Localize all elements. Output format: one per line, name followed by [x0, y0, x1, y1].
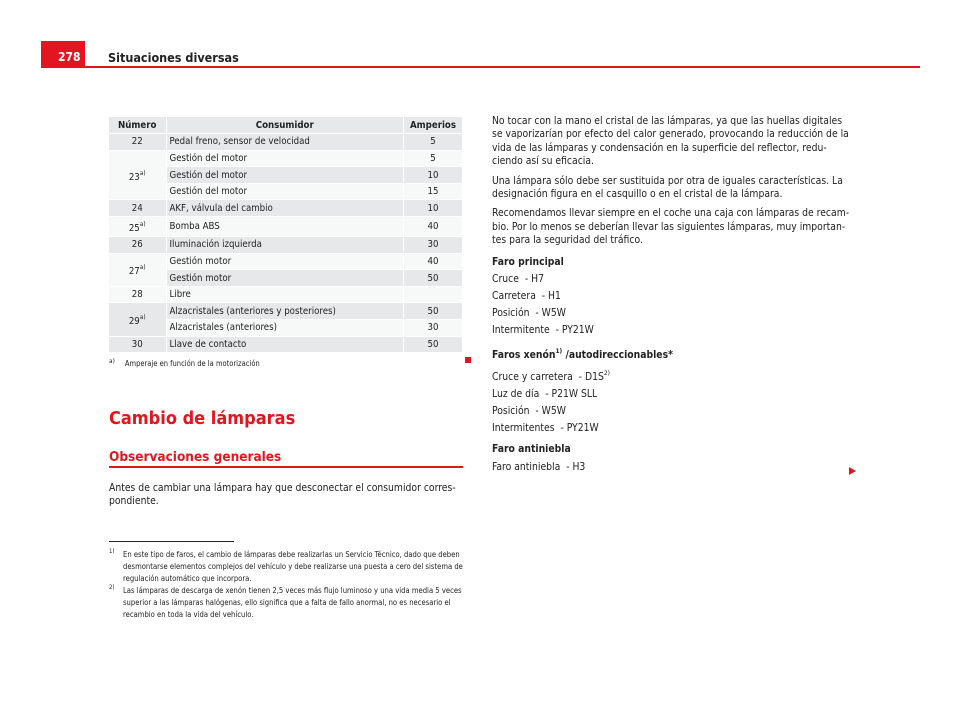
lamp-item-text: Posición - W5W	[492, 404, 566, 417]
footnote-ref: a)	[139, 168, 146, 177]
lamp-item-text: Faro antiniebla - H3	[492, 460, 586, 473]
cell-consumidor: Llave de contacto	[166, 336, 404, 353]
footnote-rule	[109, 541, 234, 542]
fuse-number: 30	[131, 338, 143, 350]
lamp-item	[492, 461, 852, 474]
lamp-group-title	[492, 256, 852, 269]
group-title-text: Faro principal	[492, 255, 564, 268]
footnote-mark: 2)	[109, 584, 115, 591]
table-footnote	[109, 357, 260, 368]
cell-numero	[109, 237, 166, 254]
cell-amperios: 50	[404, 336, 463, 353]
group-title-text: Faro antiniebla	[492, 443, 571, 456]
section-title: Cambio de lámparas	[109, 408, 296, 429]
table-row	[109, 217, 463, 237]
cell-consumidor: AKF, válvula del cambio	[166, 200, 404, 217]
cell-consumidor: Pedal freno, sensor de velocidad	[166, 134, 404, 151]
cell-amperios: 50	[404, 303, 463, 320]
cell-numero	[109, 200, 166, 217]
right-column	[492, 115, 852, 478]
cell-numero	[109, 150, 166, 200]
lamp-item-text: Intermitente - PY21W	[492, 324, 594, 337]
fuse-number: 24	[131, 202, 143, 214]
lamp-item	[492, 324, 852, 337]
lamp-item	[492, 273, 852, 286]
header-rule	[41, 66, 920, 68]
cell-amperios: 50	[404, 270, 463, 287]
cell-numero	[109, 336, 166, 353]
footnote-ref: a)	[139, 220, 146, 229]
footnote-mark: a)	[109, 357, 115, 365]
table-row	[109, 253, 463, 270]
cell-consumidor: Iluminación izquierda	[166, 237, 404, 254]
lamp-item	[492, 367, 852, 384]
cell-numero	[109, 134, 166, 151]
page-title: Situaciones diversas	[108, 50, 239, 65]
paragraph: Una lámpara sólo debe ser sustituida por otra de iguales características. La designación figura en el casquillo o en el cristal de la lámpara.	[492, 174, 843, 201]
footnote-ref: 1)	[555, 347, 563, 356]
col-header-amperios: Amperios	[404, 117, 463, 134]
cell-amperios: 10	[404, 167, 463, 184]
col-header-consumidor: Consumidor	[166, 117, 404, 134]
lamp-item	[492, 422, 852, 435]
cell-numero	[109, 253, 166, 286]
table-row	[109, 200, 463, 217]
fuse-number: 22	[131, 136, 143, 148]
cell-amperios: 30	[404, 237, 463, 254]
table-row	[109, 303, 463, 320]
cell-consumidor: Alzacristales (anteriores y posteriores)	[166, 303, 404, 320]
footnote-2	[109, 585, 464, 620]
cell-amperios: 30	[404, 320, 463, 337]
fuse-number: 29	[128, 316, 140, 328]
group-title-rest: /autodireccionables*	[562, 349, 673, 362]
end-marker-icon	[465, 357, 471, 363]
cell-amperios: 5	[404, 134, 463, 151]
footnote-1	[109, 549, 464, 584]
footnote-text: Las lámparas de descarga de xenón tienen 2,5 veces más flujo luminoso y una vida media 5 veces superior a las lámparas halógenas, ello significa que a falta de fallo anormal, no es necesario el recambio en toda la vida del vehículo.	[123, 586, 462, 619]
page-number: 278	[41, 41, 85, 68]
fuse-number: 28	[131, 289, 143, 301]
intro-paragraph: Antes de cambiar una lámpara hay que desconectar el consumidor correspondiente.	[109, 482, 456, 508]
table-row	[109, 150, 463, 167]
col-header-numero: Número	[109, 117, 166, 134]
cell-amperios: 15	[404, 183, 463, 200]
lamp-item-text: Luz de día - P21W SLL	[492, 387, 598, 400]
lamp-group-title	[492, 345, 852, 362]
footnote-ref: 2)	[603, 368, 610, 377]
lamp-item	[492, 405, 852, 418]
cell-consumidor: Gestión motor	[166, 270, 404, 287]
fuse-number: 23	[128, 171, 140, 183]
lamp-item-text: Intermitentes - PY21W	[492, 421, 599, 434]
table-row	[109, 237, 463, 254]
footnote-text: En este tipo de faros, el cambio de lámparas debe realizarlas un Servicio Técnico, dado que deben desmontarse elementos complejos del vehículo y debe realizarse una puesta a cero del sistema de regulación automático que incorpora.	[123, 550, 463, 583]
paragraph: Recomendamos llevar siempre en el coche una caja con lámparas de recambio. Por lo menos se deberían llevar las siguientes lámparas, muy importantes para la seguridad del tráfico.	[492, 207, 850, 247]
footnote-ref: a)	[139, 313, 146, 322]
footnote-ref: a)	[139, 263, 146, 272]
lamp-item-text: Carretera - H1	[492, 290, 561, 303]
cell-numero	[109, 303, 166, 336]
cell-numero	[109, 217, 166, 237]
group-title-text: Faros xenón	[492, 349, 556, 362]
cell-amperios	[404, 286, 463, 303]
cell-amperios: 10	[404, 200, 463, 217]
fuse-number: 26	[131, 239, 143, 251]
lamp-item	[492, 290, 852, 303]
lamp-item-text: Cruce - H7	[492, 273, 544, 286]
fuse-number: 25	[128, 223, 140, 235]
fuse-table	[109, 117, 463, 353]
lamp-item-text: Cruce y carretera - D1S	[492, 370, 604, 383]
cell-consumidor: Bomba ABS	[166, 217, 404, 237]
cell-amperios: 5	[404, 150, 463, 167]
section-subtitle: Observaciones generales	[109, 449, 282, 465]
subtitle-rule	[109, 466, 463, 468]
cell-consumidor: Gestión del motor	[166, 183, 404, 200]
cell-consumidor: Gestión motor	[166, 253, 404, 270]
footnote-mark: 1)	[109, 548, 115, 555]
table-row	[109, 134, 463, 151]
footnote-text: Amperaje en función de la motorización	[124, 359, 260, 368]
lamp-item	[492, 388, 852, 401]
cell-amperios: 40	[404, 253, 463, 270]
cell-consumidor: Gestión del motor	[166, 150, 404, 167]
lamp-group-title	[492, 443, 852, 456]
lamp-item-text: Posición - W5W	[492, 307, 566, 320]
fuse-number: 27	[128, 266, 140, 278]
cell-consumidor: Gestión del motor	[166, 167, 404, 184]
table-row	[109, 286, 463, 303]
cell-consumidor: Alzacristales (anteriores)	[166, 320, 404, 337]
cell-amperios: 40	[404, 217, 463, 237]
paragraph: No tocar con la mano el cristal de las lámparas, ya que las huellas digitales se vaporizarían por efecto del calor generado, provocando la reducción de la vida de las lámparas y condensación en la superficie del reflector, reduciendo así su eficacia.	[492, 115, 849, 168]
lamp-item	[492, 307, 852, 320]
cell-consumidor: Libre	[166, 286, 404, 303]
continue-arrow-icon	[849, 467, 856, 475]
table-row	[109, 336, 463, 353]
cell-numero	[109, 286, 166, 303]
